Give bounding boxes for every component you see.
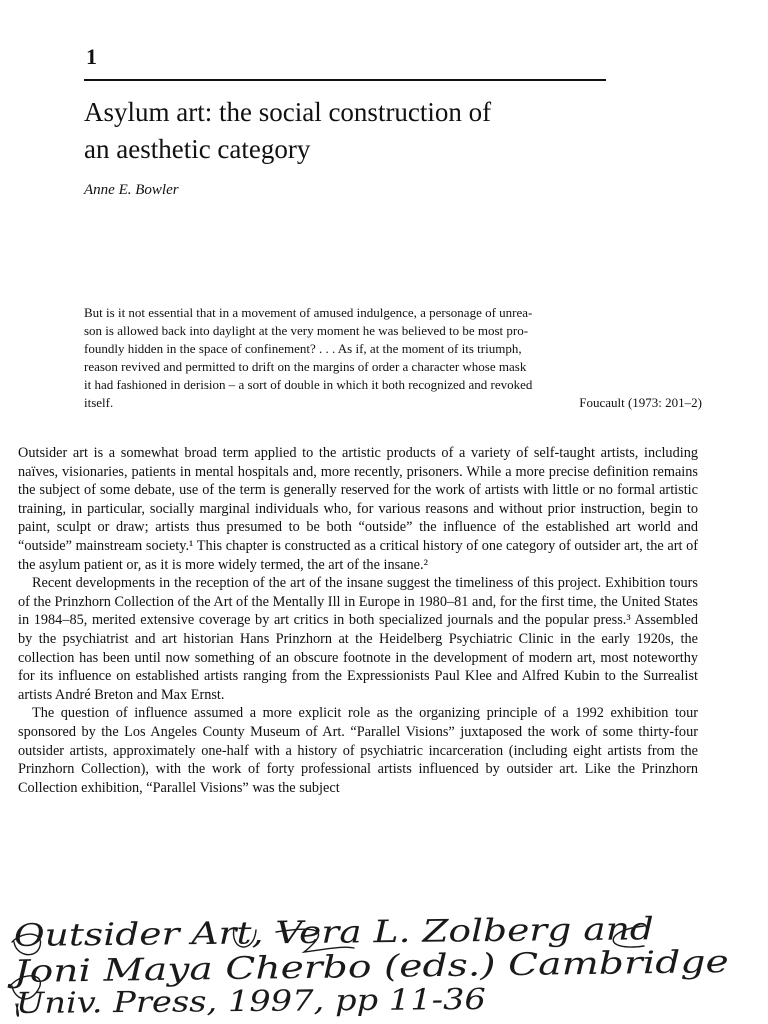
body-text <box>18 444 698 797</box>
chapter-rule <box>84 79 606 81</box>
epigraph-citation: Foucault (1973: 201–2) <box>579 395 702 410</box>
chapter-title-line-1: Asylum art: the social construction of <box>84 97 492 127</box>
epigraph-last-line <box>84 394 702 412</box>
chapter-number: 1 <box>86 44 97 69</box>
handwritten-note <box>4 912 764 1020</box>
handwritten-line-3: Univ. Press, 1997, pp 11-36 <box>15 982 421 1020</box>
body-paragraph-2: Recent developments in the reception of the art of the insane suggest the timeliness of this project. Exhibition tours of the Prinzhorn Collection of the Art of the Mentally Ill in Europe in 1980–81 and, for the first time, the United States in 1984–85, merited extensive coverage by art critics in both specialized journals and the popular press.³ Assembled by the psychiatrist and art historian Hans Prinzhorn at the Heidelberg Psychiatric Clinic in the early 1920s, the collection has been until now something of an obscure footnote in the development of modern art, most noteworthy for its influence on established artists ranging from the Expressionists Paul Klee and Alfred Kubin to the Surrealist artists André Breton and Max Ernst. <box>18 575 698 703</box>
epigraph-line: foundly hidden in the space of confinement? . . . As if, at the moment of its triumph, <box>84 341 522 356</box>
handwritten-line-2: Joni Maya Cherbo (eds.) Cambridge <box>13 946 579 990</box>
epigraph-line: it had fashioned in derision – a sort of double in which it both recognized and revoked <box>84 377 533 392</box>
body-paragraph-1: Outsider art is a somewhat broad term applied to the artistic products of a variety of self-taught artists, including naïves, visionaries, patients in mental hospitals and, more recently, prisoners. While a more precise definition remains the subject of some debate, use of the term is generally reserved for the work of artists with little or no formal artistic training, in particular, socially marginal individuals who, for various reasons and without prior instruction, begin to paint, sculpt or draw; artists thus presumed to be both “outside” the influence of the established art world and “outside” mainstream society.¹ This chapter is constructed as a critical history of one category of outsider art, the art of the asylum patient or, as it is more widely termed, the art of the insane.² <box>18 445 698 573</box>
epigraph <box>84 304 702 412</box>
chapter-title <box>84 94 684 168</box>
epigraph-line: son is allowed back into daylight at the very moment he was believed to be most pro- <box>84 323 529 338</box>
epigraph-line: reason revived and permitted to drift on the margins of order a character whose mask <box>84 359 527 374</box>
body-paragraph-3: The question of influence assumed a more explicit role as the organizing principle of a 1992 exhibition tour sponsored by the Los Angeles County Museum of Art. “Parallel Visions” juxtaposed the work of some thirty-four outsider artists, approximately one-half with a history of psychiatric incarceration (including eight artists from the Prinzhorn Collection), with the work of forty professional artists influenced by outsider art. Like the Prinzhorn Collection exhibition, “Parallel Visions” was the subject <box>18 705 698 796</box>
chapter-title-line-2: an aesthetic category <box>84 134 311 164</box>
chapter-author: Anne E. Bowler <box>84 182 179 198</box>
epigraph-line: itself. <box>84 395 114 410</box>
handwritten-line-1: Outsider Art, Vera L. Zolberg and <box>13 912 543 954</box>
epigraph-line: But is it not essential that in a movement of amused indulgence, a personage of unrea- <box>84 305 533 320</box>
